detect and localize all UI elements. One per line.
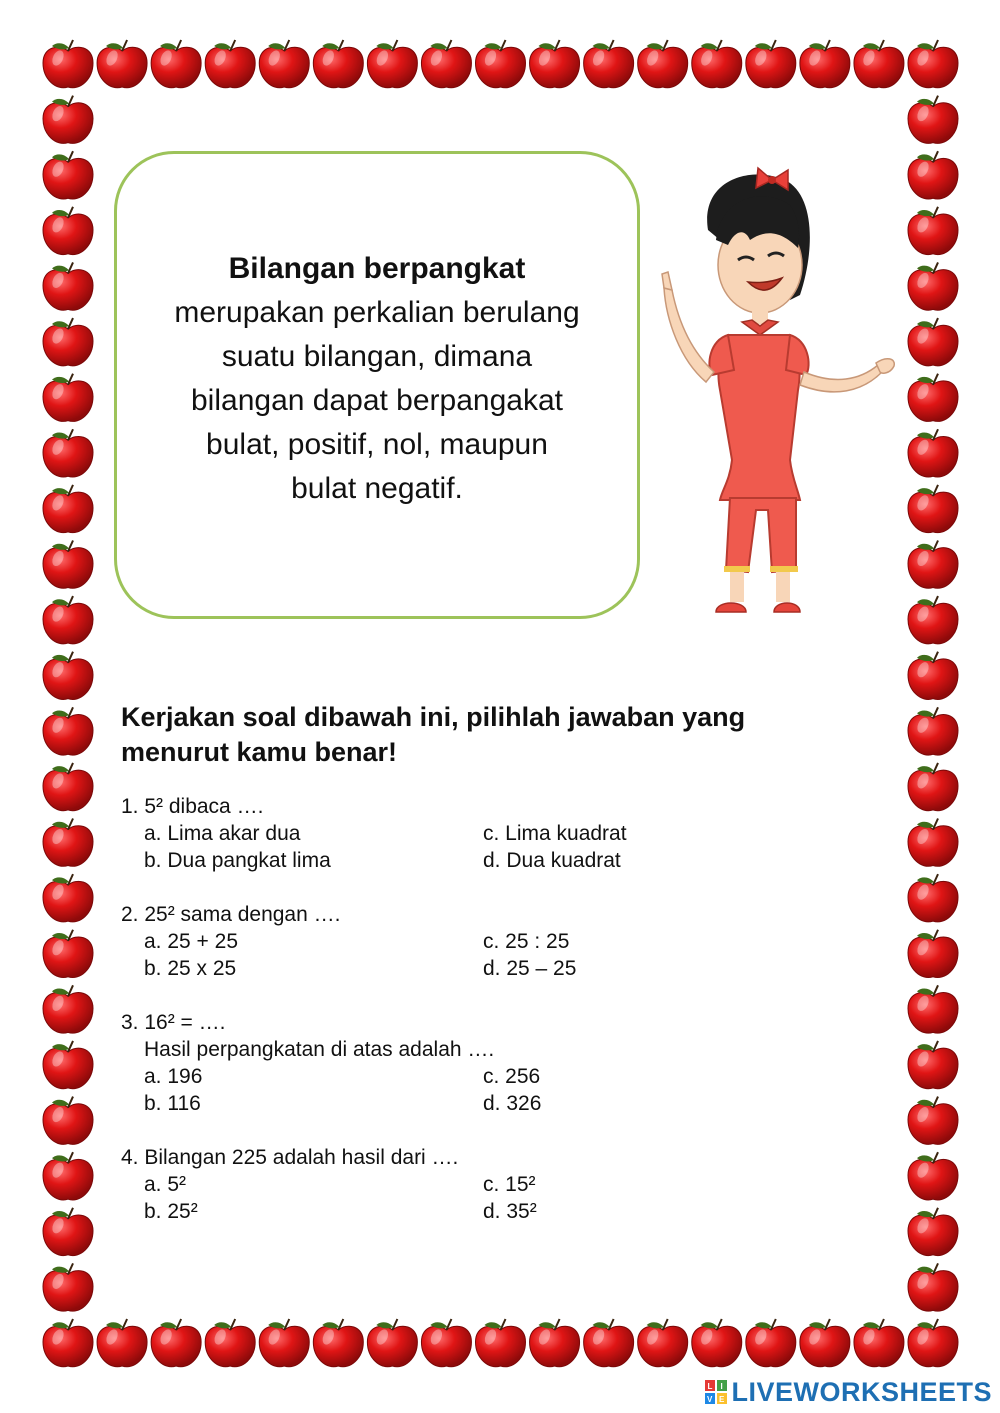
apple-icon (908, 429, 958, 477)
question-stem: 1. 5² dibaca …. (121, 795, 264, 818)
question-list (121, 793, 881, 1252)
apple-icon (43, 318, 93, 366)
apple-icon (43, 1263, 93, 1311)
apple-icon (908, 540, 958, 588)
apple-icon (43, 707, 93, 755)
apple-icon (43, 96, 93, 144)
apple-icon (43, 540, 93, 588)
apple-icon (97, 40, 147, 88)
apple-icon (692, 40, 742, 88)
apple-icon (854, 40, 904, 88)
apple-icon (367, 1319, 417, 1367)
option-row (121, 820, 881, 847)
apple-icon (692, 1319, 742, 1367)
apple-icon (908, 1208, 958, 1256)
apple-icon (43, 930, 93, 978)
apple-icon (43, 596, 93, 644)
question-stem: 2. 25² sama dengan …. (121, 903, 341, 926)
apple-icon (205, 1319, 255, 1367)
svg-text:L: L (707, 1382, 713, 1391)
svg-text:E: E (719, 1395, 725, 1404)
apple-icon (151, 40, 201, 88)
apple-icon (43, 819, 93, 867)
apple-icon (908, 151, 958, 199)
question-4 (121, 1144, 881, 1225)
apple-icon (908, 96, 958, 144)
option-a[interactable]: a. 196 (144, 1065, 203, 1088)
apple-icon (638, 40, 688, 88)
option-c[interactable]: c. 256 (483, 1065, 541, 1088)
svg-text:I: I (720, 1382, 724, 1391)
definition-line: merupakan perkalian berulang (174, 296, 580, 329)
option-a[interactable]: a. Lima akar dua (144, 822, 301, 845)
apple-icon (800, 1319, 850, 1367)
apple-icon (43, 763, 93, 811)
definition-line: bilangan dapat berpangakat (191, 384, 563, 417)
apple-icon (43, 429, 93, 477)
apple-icon (908, 1041, 958, 1089)
definition-line: suatu bilangan, dimana (221, 340, 533, 373)
apple-icon (43, 40, 93, 88)
svg-text:V: V (707, 1395, 713, 1404)
apple-icon (908, 874, 958, 922)
apple-icon (43, 485, 93, 533)
question-subtext: Hasil perpangkatan di atas adalah …. (144, 1038, 495, 1061)
apple-icon (476, 40, 526, 88)
liveworksheets-logo (705, 1376, 992, 1408)
apple-icon (43, 1041, 93, 1089)
apple-icon (908, 318, 958, 366)
apple-icon (43, 1319, 93, 1367)
apple-icon (746, 40, 796, 88)
option-b[interactable]: b. 116 (144, 1092, 201, 1115)
apple-icon (367, 40, 417, 88)
question-3 (121, 1009, 881, 1117)
question-stem: 4. Bilangan 225 adalah hasil dari …. (121, 1146, 459, 1169)
apple-icon (97, 1319, 147, 1367)
brand-name: LIVEWORKSHEETS (731, 1376, 992, 1407)
option-row (121, 955, 881, 982)
option-row (121, 1090, 881, 1117)
apple-icon (908, 1263, 958, 1311)
apple-icon (908, 707, 958, 755)
apple-icon (259, 1319, 309, 1367)
apple-icon (584, 40, 634, 88)
apple-icon (43, 1152, 93, 1200)
question-1 (121, 793, 881, 874)
apple-icon (908, 1152, 958, 1200)
apple-icon (854, 1319, 904, 1367)
option-row (121, 847, 881, 874)
option-row (121, 1063, 881, 1090)
option-c[interactable]: c. 25 : 25 (483, 930, 570, 953)
definition-term: Bilangan berpangkat (228, 252, 526, 285)
apple-icon (530, 40, 580, 88)
apple-icon (43, 1097, 93, 1145)
option-row (121, 1198, 881, 1225)
apple-icon (421, 40, 471, 88)
apple-icon (638, 1319, 688, 1367)
apple-icon (908, 819, 958, 867)
definition-line: bulat negatif. (291, 472, 463, 505)
apple-icon (908, 1319, 958, 1367)
option-b[interactable]: b. Dua pangkat lima (144, 849, 331, 872)
apple-icon (800, 40, 850, 88)
apple-icon (43, 1208, 93, 1256)
option-a[interactable]: a. 5² (144, 1173, 187, 1196)
apple-icon (421, 1319, 471, 1367)
apple-icon (584, 1319, 634, 1367)
apple-icon (151, 1319, 201, 1367)
apple-icon (43, 207, 93, 255)
definition-line: bulat, positif, nol, maupun (206, 428, 548, 461)
question-stem: 3. 16² = …. (121, 1011, 226, 1034)
apple-icon (205, 40, 255, 88)
option-d[interactable]: d. Dua kuadrat (483, 849, 621, 872)
apple-icon (530, 1319, 580, 1367)
apple-icon (908, 763, 958, 811)
apple-icon (908, 40, 958, 88)
apple-icon (908, 985, 958, 1033)
apple-icon (746, 1319, 796, 1367)
option-d[interactable]: d. 35² (483, 1200, 537, 1223)
apple-icon (908, 596, 958, 644)
apple-icon (908, 374, 958, 422)
question-2 (121, 901, 881, 982)
instruction-heading (121, 700, 881, 770)
apple-icon (908, 652, 958, 700)
apple-icon (908, 930, 958, 978)
apple-icon (43, 985, 93, 1033)
apple-icon (908, 207, 958, 255)
liveworksheets-mark-icon (705, 1380, 727, 1404)
apple-icon (43, 652, 93, 700)
apple-icon (43, 874, 93, 922)
option-row (121, 928, 881, 955)
option-a[interactable]: a. 25 + 25 (144, 930, 238, 953)
option-b[interactable]: b. 25² (144, 1200, 198, 1223)
girl-illustration (650, 160, 900, 650)
apple-icon (259, 40, 309, 88)
option-d[interactable]: d. 326 (483, 1092, 542, 1115)
apple-icon (313, 40, 363, 88)
apple-icon (313, 1319, 363, 1367)
instruction-line: menurut kamu benar! (121, 737, 398, 767)
option-b[interactable]: b. 25 x 25 (144, 957, 237, 980)
definition-box (114, 151, 640, 619)
apple-icon (476, 1319, 526, 1367)
apple-icon (43, 151, 93, 199)
apple-icon (908, 262, 958, 310)
apple-icon (908, 1097, 958, 1145)
option-c[interactable]: c. Lima kuadrat (483, 822, 627, 845)
apple-icon (908, 485, 958, 533)
apple-icon (43, 262, 93, 310)
option-c[interactable]: c. 15² (483, 1173, 536, 1196)
option-d[interactable]: d. 25 – 25 (483, 957, 577, 980)
option-row (121, 1171, 881, 1198)
apple-icon (43, 374, 93, 422)
instruction-line: Kerjakan soal dibawah ini, pilihlah jawaban yang (121, 702, 746, 732)
